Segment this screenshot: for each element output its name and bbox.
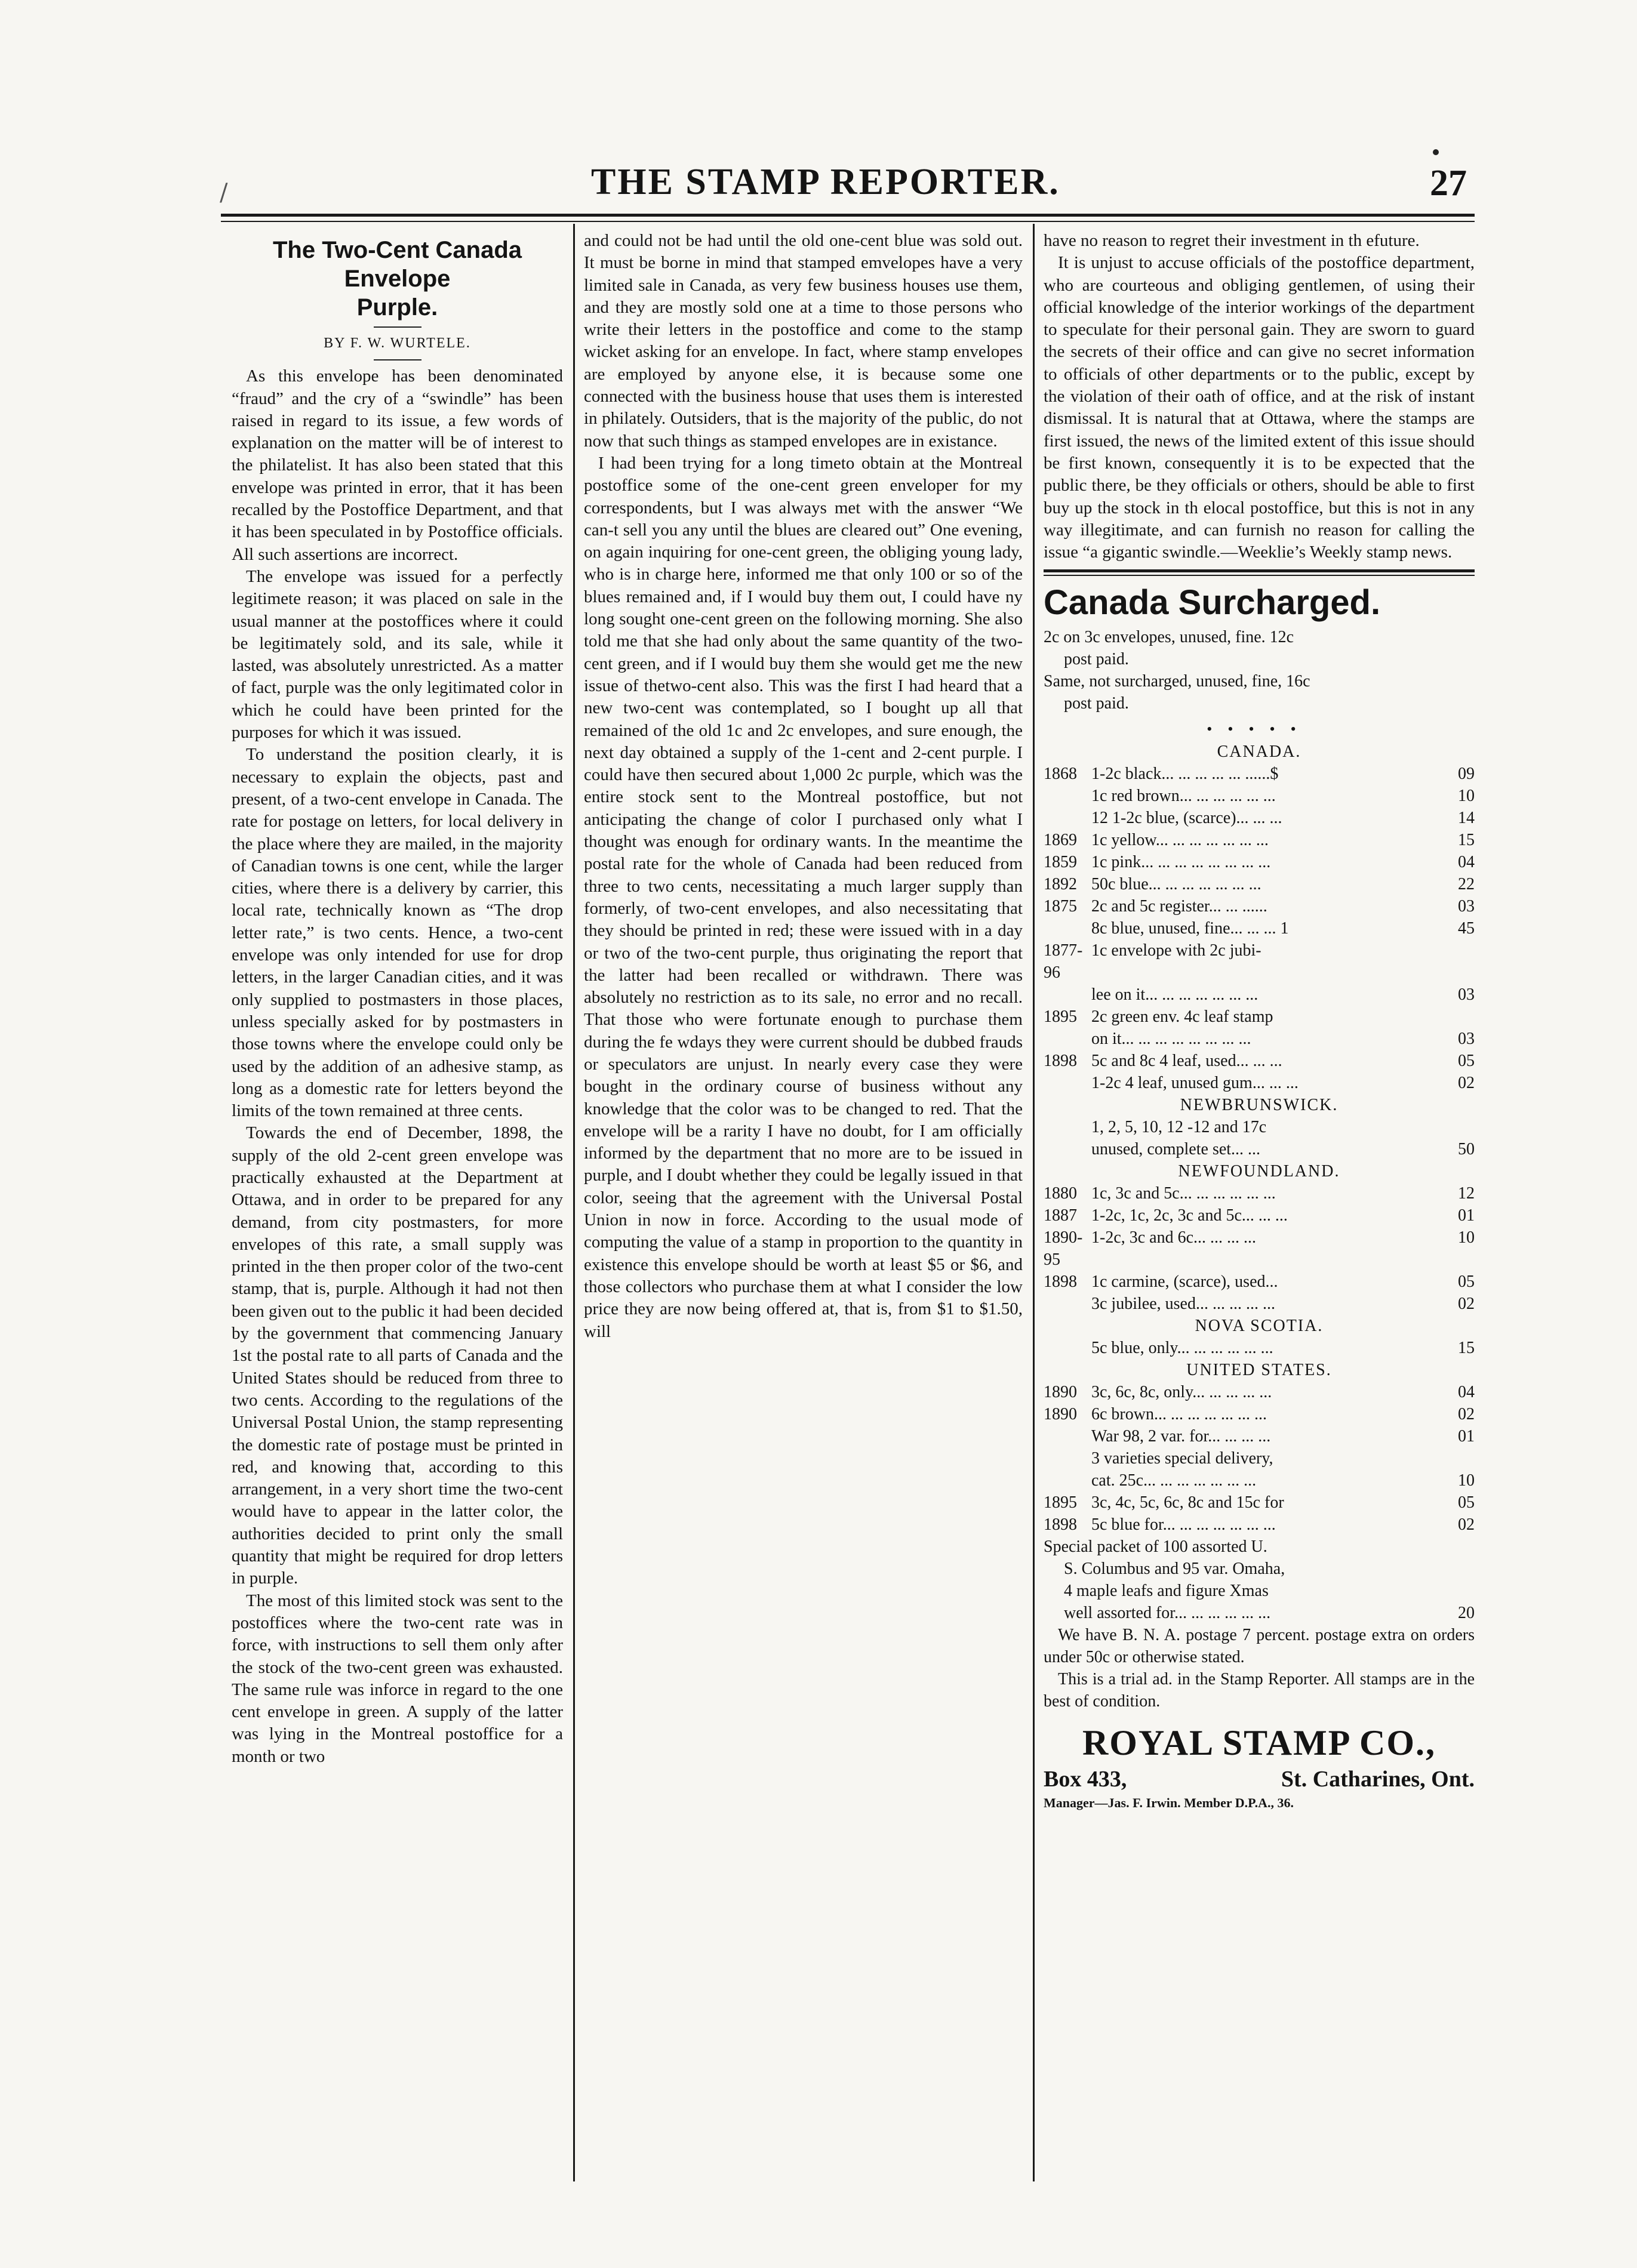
price-row [1044, 1050, 1475, 1072]
packet-line [1044, 1536, 1475, 1558]
price-desc: 3 varieties special delivery, [1091, 1449, 1273, 1468]
price-amt: 01 [1458, 1426, 1475, 1446]
column-3 [1044, 230, 1475, 1813]
price-desc: 1c pink... ... ... ... ... ... ... ... [1091, 852, 1271, 871]
price-desc: 1-2c, 1c, 2c, 3c and 5c... ... ... [1091, 1206, 1288, 1225]
price-desc: 1c envelope with 2c jubi- [1091, 941, 1261, 960]
box-number: Box 433, [1044, 1766, 1127, 1792]
price-yr [1044, 1425, 1091, 1447]
price-desc: 1-2c, 3c and 6c... ... ... ... [1091, 1228, 1257, 1247]
price-desc: 1c red brown... ... ... ... ... ... [1091, 786, 1276, 805]
price-row [1044, 1006, 1475, 1028]
column-2 [584, 230, 1023, 1343]
ad-line: Same, not surcharged, unused, fine, 16c [1044, 672, 1310, 691]
price-amt: 45 [1458, 919, 1475, 938]
title-rule [374, 326, 421, 328]
price-desc: 5c blue for... ... ... ... ... ... ... [1091, 1515, 1276, 1534]
ad-intro [1044, 626, 1475, 714]
price-yr [1044, 1337, 1091, 1359]
price-yr: 1875 [1044, 896, 1077, 916]
price-amt: 12 [1458, 1184, 1475, 1203]
packet-line [1044, 1558, 1475, 1580]
price-yr [1044, 1138, 1091, 1160]
price-amt: 04 [1458, 1382, 1475, 1401]
running-head: THE STAMP REPORTER. [591, 162, 1060, 202]
price-desc: 6c brown... ... ... ... ... ... ... [1091, 1404, 1267, 1423]
price-amt [1433, 1006, 1475, 1028]
packet-text: well assorted for... ... ... ... ... ... [1064, 1603, 1271, 1622]
price-yr [1044, 807, 1091, 829]
company-address [1044, 1765, 1475, 1794]
price-desc: 1-2c 4 leaf, unused gum... ... ... [1091, 1073, 1298, 1092]
price-amt: 02 [1458, 1294, 1475, 1313]
paragraph: To understand the position clearly, it is necessary to explain the objects, past and present, of a two-cent envelope in Canada. The rate for postage on letters, for local delivery in the place where they are mailed, in the majority of Canadian towns is one cent, while the larger cities, where there is a delivery by carrier, this local rate, technically known as “The drop letter rate,” is two cents. Hence, a two-cent envelope was only intended for use for drop letters, in the larger Canadian cities, and it was only supplied to postmasters in those places, unless specially asked for by postmasters in those towns where the envelope could only be used by the addition of an adhesive stamp, as long as a domestic rate for letters beyond the limits of the town remained at three cents. [232, 745, 563, 1121]
price-yr [1044, 785, 1091, 807]
advertisement [1044, 582, 1475, 1812]
ad-line: 2c on 3c envelopes, unused, fine. 12c [1044, 628, 1294, 647]
manager-line: Manager—Jas. F. Irwin. Member D.P.A., 36. [1044, 1795, 1294, 1810]
price-yr [1044, 1028, 1091, 1050]
price-amt: 10 [1458, 786, 1475, 805]
page-number: 27 [1430, 163, 1467, 204]
price-row [1044, 1182, 1475, 1204]
packet-line [1044, 1602, 1475, 1624]
price-amt [1433, 1447, 1475, 1469]
price-row [1044, 1293, 1475, 1315]
price-row [1044, 1337, 1475, 1359]
ad-title: Canada Surcharged. [1044, 583, 1381, 623]
packet-price [1433, 1536, 1475, 1558]
ad-note: This is a trial ad. in the Stamp Reporter. All stamps are in the best of condition. [1044, 1669, 1475, 1711]
price-row [1044, 984, 1475, 1006]
price-desc: cat. 25c... ... ... ... ... ... ... [1091, 1471, 1257, 1490]
price-yr: 1859 [1044, 852, 1077, 871]
price-desc: 3c jubilee, used... ... ... ... ... [1091, 1294, 1275, 1313]
price-row [1044, 1514, 1475, 1536]
paragraph: and could not be had until the old one-cent blue was sold out. It must be borne in mind that stamped emvelopes have a very limited sale in Canada, as very few business houses use them, and they are mostly sold one at a time to those persons who write their letters in the postoffice and come to the stamp wicket asking for an envelope. In fact, where stamp envelopes are employed by anyone else, it is because some one connected with the business house that uses them is interested in philately. Outsiders, that is the majority of the public, do not now that such things as stamped envelopes are in existance. [584, 231, 1023, 451]
price-row [1044, 1204, 1475, 1227]
price-amt: 05 [1458, 1051, 1475, 1070]
price-row [1044, 1469, 1475, 1492]
price-row [1044, 939, 1475, 984]
packet-text: S. Columbus and 95 var. Omaha, [1064, 1559, 1285, 1578]
price-yr [1044, 1072, 1091, 1094]
margin-dot [1433, 149, 1439, 155]
price-amt: 01 [1458, 1206, 1475, 1225]
price-amt: 22 [1458, 874, 1475, 893]
price-row [1044, 1425, 1475, 1447]
price-amt [1433, 1116, 1475, 1138]
packet-price [1433, 1558, 1475, 1580]
section-rule [1044, 569, 1475, 572]
paragraph: I had been trying for a long timeto obtain at the Montreal postoffice some of the one-cent green enveloper for my correspondents, but I was always met with the answer “We can-t sell you any until the blues are cleared out” One evening, on again inquiring for one-cent green, the obliging young lady, who is in charge here, informed me that only 100 or so of the blues remained and, if I would buy them out, I could have ny long sought one-cent green on the following morning. She also told me that she had only about the same quantity of the two-cent green, and if I would buy them she would get me the new issue of thetwo-cent also. This was the first I had heard that a new two-cent was contemplated, so I bought up all that remained of the old 1c and 2c envelopes, and sure enough, the next day obtained a supply of the 1-cent and 2-cent purple. I could have then secured about 1,000 2c purple, which was the entire stock sent to the Montreal postoffice, but not anticipating the change of color I purchased only what I thought was enough for ordinary wants. In the meantime the postal rate for the whole of Canada had been reduced from three to two cents, necessitating a much larger supply than formerly, of two-cent envelopes, and also necessitating that they should be printed in red; these were issued with in a day or two of the two-cent purple, thus originating the report that the latter had been recalled or withdrawn. There was absolutely no restriction as to its sale, no error and no recall. That those who were fortunate enough to purchase them during the fe wdays they were current should be dubbed frauds or speculators are unjust. In nearly every case they were bought in the ordinary course of business without any knowledge that the color was to be changed to red. That the envelope will be a rarity I have no doubt, for I am officially informed by the department that no more are to be issued in purple, and I doubt whether they could be legally issued in that color, seeing that the agreement with the Universal Postal Union in now in force. According to the usual mode of computing the value of a stamp in proportion to the quantity in existence this envelope should be worth at least $5 or $6, and those collectors who purchase them at what I consider the low price they are now being offered at, that is, from $1 to $1.50, will [584, 453, 1023, 1341]
price-yr: 1898 [1044, 1051, 1077, 1070]
byline-rule [374, 359, 421, 360]
price-amt: 14 [1458, 808, 1475, 827]
price-amt: 10 [1458, 1471, 1475, 1490]
company-name: ROYAL STAMP CO., [1082, 1722, 1436, 1762]
price-amt: 02 [1458, 1073, 1475, 1092]
price-row [1044, 829, 1475, 851]
price-yr [1044, 917, 1091, 939]
ad-line: post paid. [1064, 694, 1129, 713]
price-row [1044, 1381, 1475, 1403]
country-heading: NOVA SCOTIA. [1195, 1316, 1324, 1335]
article-title-line-2: Purple. [356, 294, 438, 321]
price-desc: 1-2c black... ... ... ... ... ......$ [1091, 764, 1279, 783]
city: St. Catharines, Ont. [1281, 1766, 1475, 1792]
price-amt: 04 [1458, 852, 1475, 871]
price-row [1044, 1116, 1475, 1138]
packet-text: 4 maple leafs and figure Xmas [1064, 1581, 1269, 1600]
column-rule-1 [573, 224, 575, 2181]
column-rule-2 [1033, 224, 1035, 2181]
paragraph: The envelope was issued for a perfectly legitimete reason; it was placed on sale in the usual manner at the postoffices where it could be legitimately sold, and its sale, while it lasted, was absolutely unrestricted. As a matter of fact, purple was the only legitimated color in which he could have been printed for the purposes for which it was issued. [232, 566, 563, 742]
special-packet [1044, 1536, 1475, 1624]
price-yr: 1890 [1044, 1404, 1077, 1423]
price-amt: 50 [1458, 1139, 1475, 1158]
price-desc: War 98, 2 var. for... ... ... ... [1091, 1426, 1271, 1446]
price-row [1044, 1492, 1475, 1514]
price-amt [1433, 939, 1475, 984]
price-desc: 8c blue, unused, fine... ... ... 1 [1091, 919, 1289, 938]
price-amt: 03 [1458, 896, 1475, 916]
price-amt: 05 [1458, 1272, 1475, 1291]
country-heading: UNITED STATES. [1186, 1360, 1332, 1379]
price-desc: 2c green env. 4c leaf stamp [1091, 1007, 1273, 1026]
section-rule-thin [1044, 575, 1475, 576]
price-list [1044, 741, 1475, 1536]
ad-note: We have B. N. A. postage 7 percent. postage extra on orders under 50c or otherwise stated. [1044, 1625, 1475, 1666]
price-amt: 10 [1458, 1228, 1475, 1247]
paragraph: Towards the end of December, 1898, the supply of the old 2-cent green envelope was practically exhausted at the Department at Ottawa, and in order to be prepared for any demand, from city postmasters, for more envelopes of this rate, a small supply was printed in the then proper color of the two-cent stamp, that is, purple. Although it had not then been given out to the public it had been decided by the government that commencing January 1st the postal rate to all parts of Canada and the United States should be reduced from three to two cents. According to the regulations of the Universal Postal Union, the stamp representing the domestic rate of postage must be printed in red, and knowing that, according to this arrangement, in a very short time the two-cent would have to appear in the latter color, the authorities decided to print only the small quantity that might be required for drop letters in purple. [232, 1123, 563, 1588]
price-yr [1044, 1447, 1091, 1469]
price-row [1044, 763, 1475, 785]
price-desc: 12 1-2c blue, (scarce)... ... ... [1091, 808, 1282, 827]
price-amt: 15 [1458, 1338, 1475, 1357]
column-1 [232, 230, 563, 1768]
country-heading: NEWFOUNDLAND. [1178, 1161, 1340, 1181]
price-desc: 5c blue, only... ... ... ... ... ... [1091, 1338, 1273, 1357]
price-yr [1044, 1469, 1091, 1492]
price-amt: 02 [1458, 1404, 1475, 1423]
price-desc: 1c, 3c and 5c... ... ... ... ... ... [1091, 1184, 1276, 1203]
price-desc: unused, complete set... ... [1091, 1139, 1261, 1158]
price-amt: 15 [1458, 830, 1475, 849]
article-title [232, 236, 563, 322]
price-desc: lee on it... ... ... ... ... ... ... [1091, 985, 1258, 1004]
paragraph: have no reason to regret their investment in th efuture. [1044, 231, 1420, 250]
price-row [1044, 1271, 1475, 1293]
packet-price: 20 [1458, 1603, 1475, 1622]
byline: BY F. W. WURTELE. [324, 335, 471, 351]
price-amt: 09 [1458, 764, 1475, 783]
price-yr [1044, 1116, 1091, 1138]
country-heading: NEWBRUNSWICK. [1180, 1095, 1338, 1114]
price-desc: 2c and 5c register... ... ...... [1091, 896, 1267, 916]
price-amt: 03 [1458, 1029, 1475, 1048]
price-amt: 02 [1458, 1515, 1475, 1534]
margin-mark: / [220, 179, 228, 207]
price-desc: 5c and 8c 4 leaf, used... ... ... [1091, 1051, 1282, 1070]
article-title-line-1: The Two-Cent Canada Envelope [272, 237, 522, 292]
price-yr: 1898 [1044, 1272, 1077, 1291]
price-desc: 1, 2, 5, 10, 12 -12 and 17c [1091, 1117, 1267, 1136]
price-row [1044, 1403, 1475, 1425]
stars-divider: ••••• [1207, 720, 1312, 738]
price-row [1044, 1072, 1475, 1094]
price-desc: 3c, 6c, 8c, only... ... ... ... ... [1091, 1382, 1272, 1401]
price-yr [1044, 1293, 1091, 1315]
price-desc: 1c yellow... ... ... ... ... ... ... [1091, 830, 1269, 849]
price-desc: on it... ... ... ... ... ... ... ... [1091, 1029, 1251, 1048]
paragraph: The most of this limited stock was sent to the postoffices where the two-cent rate was in force, with instructions to sell them only after the stock of the two-cent green was exhausted. The same rule was inforce in regard to the one cent envelope in green. A supply of the latter was lying in the Montreal postoffice for a month or two [232, 1591, 563, 1766]
price-yr: 1890-95 [1044, 1228, 1083, 1269]
price-yr: 1898 [1044, 1515, 1077, 1534]
price-row [1044, 1028, 1475, 1050]
price-amt: 03 [1458, 985, 1475, 1004]
price-row [1044, 1138, 1475, 1160]
header-rule-thin [221, 221, 1475, 222]
ad-line: post paid. [1064, 650, 1129, 669]
price-yr: 1880 [1044, 1184, 1077, 1203]
price-row [1044, 873, 1475, 895]
price-row [1044, 785, 1475, 807]
price-row [1044, 1447, 1475, 1469]
price-row [1044, 1227, 1475, 1271]
paragraph: As this envelope has been denominated “fraud” and the cry of a “swindle” has been raised in regard to its issue, a few words of explanation on the matter will be of interest to the philatelist. It has also been stated that this envelope was printed in error, that it has been recalled by the Postoffice Department, and that it has been speculated in by Postoffice officials. All such assertions are incorrect. [232, 366, 563, 564]
price-row [1044, 851, 1475, 873]
price-row [1044, 807, 1475, 829]
price-desc: 3c, 4c, 5c, 6c, 8c and 15c for [1091, 1493, 1284, 1512]
paragraph: It is unjust to accuse officials of the postoffice department, who are courteous and obliging gentlemen, of using their official knowledge of the interior workings of the department to speculate for their personal gain. They are sworn to guard the secrets of their office and can give no secret information to officials of other departments or to the public, except by the violation of their oath of office, and at the risk of instant dismissal. It is natural that at Ottawa, where the stamps are first issued, the news of the limited extent of this issue should be first known, consequently it is to be expected that the public there, be they officials or others, should be able to first buy up the stock in th elocal postoffice, but this is not in any way illegitimate, and can furnish no reason for calling the issue “a gigantic swindle.—Weeklie’s Weekly stamp news. [1044, 253, 1475, 562]
packet-text: Special packet of 100 assorted U. [1044, 1537, 1267, 1556]
price-row [1044, 917, 1475, 939]
price-yr: 1892 [1044, 874, 1077, 893]
header-rule [221, 214, 1475, 217]
price-yr: 1868 [1044, 764, 1077, 783]
packet-line [1044, 1580, 1475, 1602]
country-heading: CANADA. [1217, 742, 1301, 761]
price-yr: 1887 [1044, 1206, 1077, 1225]
price-desc: 50c blue... ... ... ... ... ... ... [1091, 874, 1261, 893]
packet-price [1433, 1580, 1475, 1602]
price-row [1044, 895, 1475, 917]
price-yr: 1895 [1044, 1493, 1077, 1512]
price-desc: 1c carmine, (scarce), used... [1091, 1272, 1278, 1291]
price-yr: 1869 [1044, 830, 1077, 849]
price-yr: 1895 [1044, 1007, 1077, 1026]
price-yr [1044, 984, 1091, 1006]
price-amt: 05 [1458, 1493, 1475, 1512]
price-yr: 1890 [1044, 1382, 1077, 1401]
price-yr: 1877-96 [1044, 941, 1083, 982]
